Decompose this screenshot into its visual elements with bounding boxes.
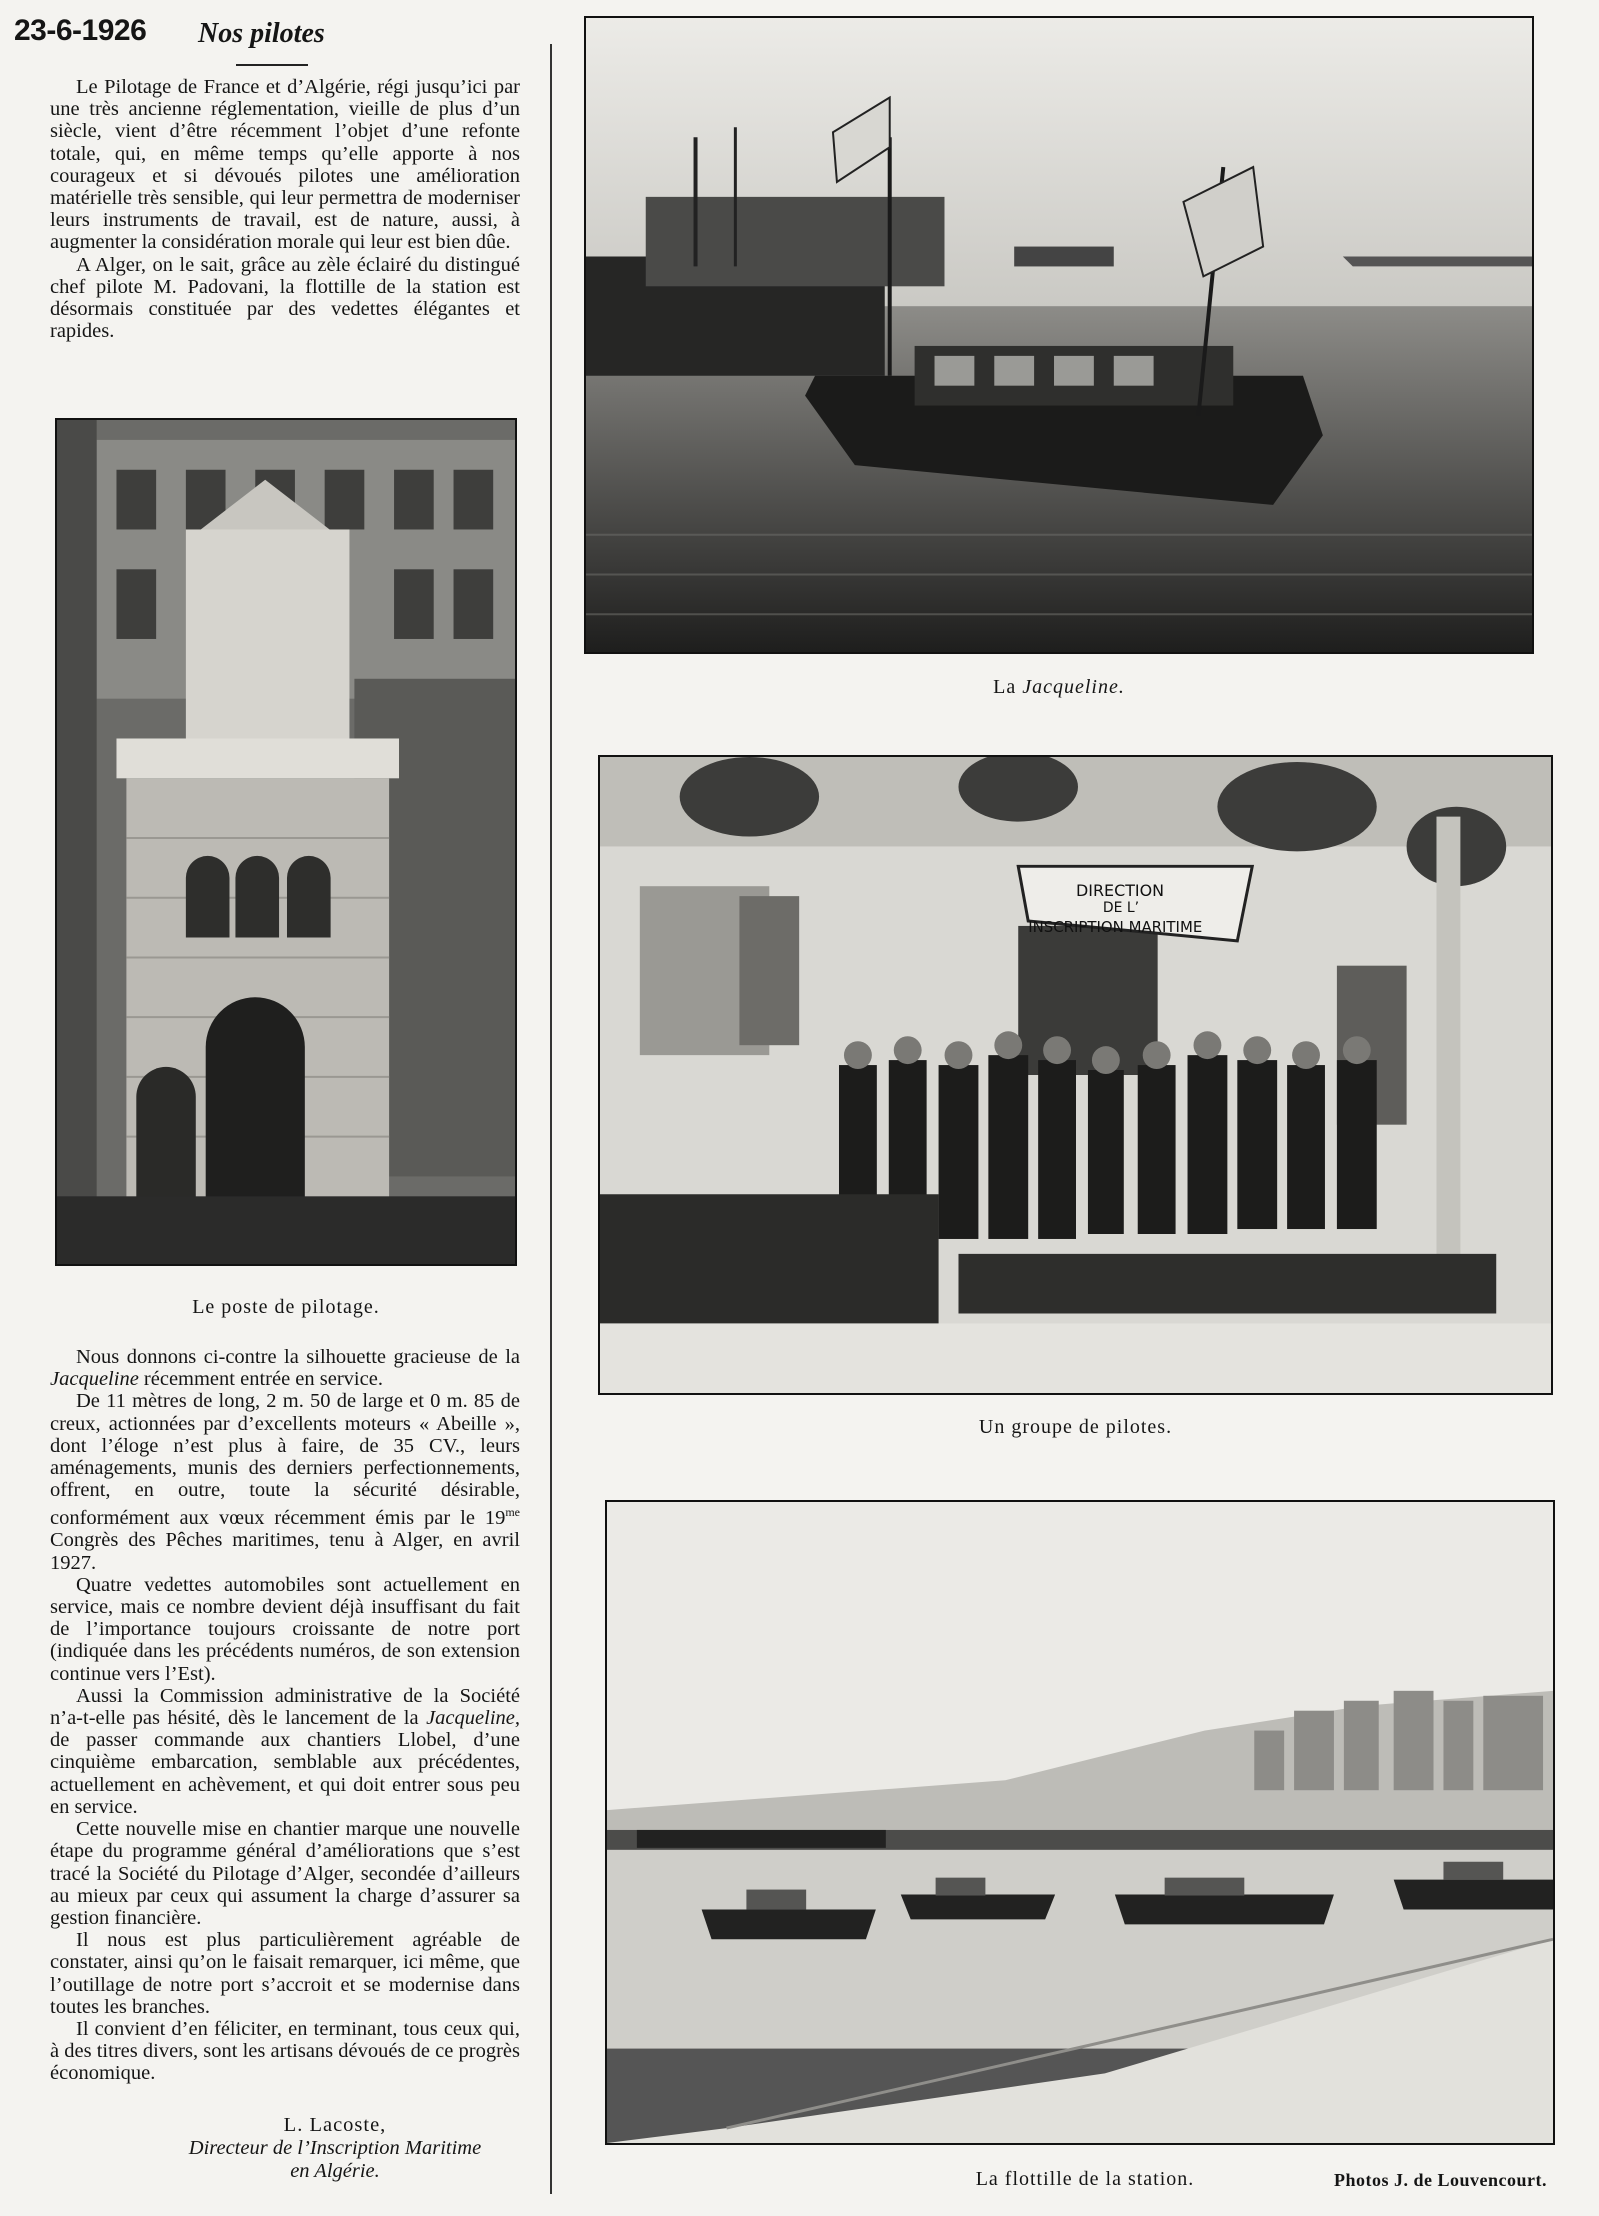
text-run: récemment entrée en service. (138, 1368, 383, 1391)
sign-line-1: DIRECTION (1075, 881, 1165, 901)
photo-groupe-de-pilotes (598, 755, 1553, 1395)
body-paragraph-7: Il convient d’en féliciter, en terminant, tous ceux qui, à des titres divers, sont les artisans dévoués de ce progrès économique. (50, 2017, 520, 2085)
text-run: Aussi la Commission administrative de la Société n’a-t-elle pas hésité, dès le lancement de la (50, 1684, 520, 1730)
sign-line-2: DE L’ (1102, 900, 1140, 917)
article-intro (50, 76, 520, 342)
author-title: Directeur de l’Inscription Maritime (188, 2137, 482, 2159)
boat-name: Jacqueline, (426, 1707, 520, 1730)
caption-boat-name: Jacqueline. (1022, 676, 1125, 698)
article-body (50, 1346, 520, 2085)
caption-groupe-de-pilotes: Un groupe de pilotes. (978, 1416, 1173, 1438)
harbour-flotilla-image (607, 1502, 1553, 2143)
sign-line-3: INSCRIPTION MARITIME (1028, 917, 1203, 936)
column-divider (550, 44, 552, 2194)
author-title-line-2: en Algérie. (290, 2160, 380, 2182)
caption-jacqueline (584, 676, 1534, 699)
caption-flottille: La flottille de la station. (975, 2168, 1195, 2190)
body-paragraph-2 (50, 1390, 520, 1573)
body-paragraph-3: Quatre vedettes automobiles sont actuellement en service, mais ce nombre devient déjà insuffisant du fait de l’importance toujours croissante de notre port (indiquée dans les précédents numéros, de son extension continue vers l’Est). (50, 1573, 520, 1685)
body-paragraph-1 (50, 1346, 520, 1390)
pilot-group-image (600, 757, 1551, 1393)
intro-paragraph-2: A Alger, on le sait, grâce au zèle éclairé du distingué chef pilote M. Padovani, la flottille de la station est désormais constituée par des vedettes élégantes et rapides. (50, 253, 520, 343)
boat-name: Jacqueline (50, 1368, 139, 1391)
text-run: Congrès des Pêches maritimes, tenu à Alger, en avril 1927. (50, 1529, 520, 1574)
photo-flottille (605, 1500, 1555, 2145)
issue-date: 23-6-1926 (14, 14, 147, 47)
body-paragraph-6: Il nous est plus particulièrement agréable de constater, ainsi qu’on le faisait remarquer, ici même, que l’outillage de notre port s’accroit et se modernise dans toutes les branches. (50, 1929, 520, 2018)
photo-credit: Photos J. de Louvencourt. (1334, 2170, 1548, 2190)
ordinal-suffix: me (505, 1505, 520, 1520)
body-paragraph-4 (50, 1685, 520, 1818)
photo-jacqueline (584, 16, 1534, 654)
pilot-station-image (57, 420, 515, 1264)
author-name: L. Lacoste, (283, 2114, 387, 2136)
text-run: De 11 mètres de long, 2 m. 50 de large et 0 m. 85 de creux, actionnées par d’excellents moteurs « Abeille », dont l’éloge n’est plus à faire, de 35 CV., leurs aménagements, munis des derniers perfectionnements, offrent, en outre, toute la sécurité désirable, conformément aux vœux récemment émis par le 19 (50, 1390, 520, 1530)
title-rule (236, 64, 308, 66)
text-run: de passer commande aux chantiers Llobel, d’une cinquième embarcation, semblable aux précédentes, actuellement en achèvement, et qui doit entrer sous peu en service. (50, 1729, 520, 1818)
body-paragraph-5: Cette nouvelle mise en chantier marque une nouvelle étape du programme général d’améliorations que s’est tracé la Société du Pilotage d’Alger, secondée d’ailleurs au mieux par ceux qui assument la charge d’assurer sa gestion financière. (50, 1818, 520, 1929)
caption-poste-de-pilotage: Le poste de pilotage. (192, 1296, 380, 1318)
text-run: Nous donnons ci-contre la silhouette gracieuse de la (76, 1346, 520, 1368)
article-title: Nos pilotes (198, 18, 325, 49)
article-signature (120, 2114, 550, 2183)
photo-poste-de-pilotage (55, 418, 517, 1266)
intro-paragraph-1: Le Pilotage de France et d’Algérie, régi jusqu’ici par une très ancienne réglementation, vieille de plus d’un siècle, vient d’être récemment l’objet d’une refonte totale, qui, en même temps qu’elle apporte à nos courageux et si dévoués pilotes une amélioration matérielle très sensible, qui leur permettra de moderniser leurs instruments de travail, est de nature, aussi, à augmenter la considération morale qui leur est bien dûe. (50, 76, 520, 254)
caption-text: La (993, 676, 1023, 698)
boat-jacqueline-image (586, 18, 1532, 652)
